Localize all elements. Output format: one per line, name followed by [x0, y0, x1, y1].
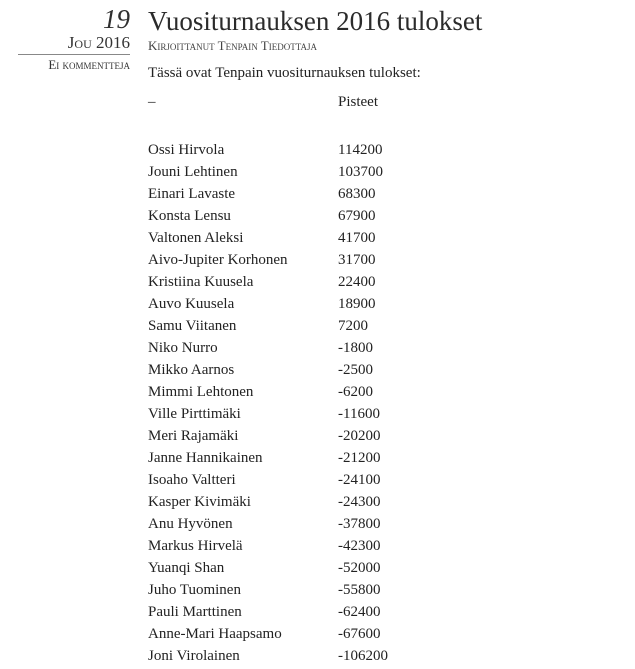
player-name: Auvo Kuusela [148, 296, 235, 312]
player-name: Isoaho Valtteri [148, 472, 236, 488]
table-row [148, 382, 388, 404]
table-row [148, 184, 388, 206]
table-row [148, 140, 388, 162]
player-score: 67900 [338, 208, 376, 224]
post-author: Kirjoittanut Tenpain Tiedottaja [148, 38, 318, 53]
table-row [148, 250, 388, 272]
player-name: Einari Lavaste [148, 186, 236, 202]
player-score: -62400 [338, 604, 381, 620]
table-row [148, 316, 388, 338]
header-score: Pisteet [338, 94, 378, 110]
player-name: Ossi Hirvola [148, 142, 225, 158]
player-name: Mikko Aarnos [148, 362, 235, 378]
player-score: -67600 [338, 626, 381, 642]
player-score: -106200 [338, 648, 388, 664]
player-name: Jouni Lehtinen [148, 164, 238, 180]
post [148, 6, 628, 668]
player-score: -42300 [338, 538, 381, 554]
player-score: 22400 [338, 274, 376, 290]
table-row [148, 624, 388, 646]
player-name: Yuanqi Shan [148, 560, 225, 576]
player-score: 18900 [338, 296, 376, 312]
player-score: -20200 [338, 428, 381, 444]
player-name: Juho Tuominen [148, 582, 241, 598]
player-name: Valtonen Aleksi [148, 230, 244, 246]
player-name: Konsta Lensu [148, 208, 231, 224]
table-row [148, 162, 388, 184]
player-score: -24100 [338, 472, 381, 488]
player-score: -52000 [338, 560, 381, 576]
table-row [148, 514, 388, 536]
table-row [148, 272, 388, 294]
player-score: -37800 [338, 516, 381, 532]
table-row [148, 206, 388, 228]
table-row [148, 602, 388, 624]
table-row [148, 426, 388, 448]
table-row [148, 228, 388, 250]
table-row [148, 294, 388, 316]
player-name: Samu Viitanen [148, 318, 237, 334]
player-score: 114200 [338, 142, 383, 158]
table-row [148, 360, 388, 382]
results-body [148, 140, 388, 668]
table-row [148, 580, 388, 602]
player-score: 41700 [338, 230, 376, 246]
comments-link[interactable]: Ei kommentteja [48, 57, 130, 72]
player-name: Janne Hannikainen [148, 450, 263, 466]
player-score: -11600 [338, 406, 380, 422]
player-score: 31700 [338, 252, 376, 268]
player-name: Kasper Kivimäki [148, 494, 251, 510]
player-name: Ville Pirttimäki [148, 406, 241, 422]
player-score: -6200 [338, 384, 373, 400]
table-row [148, 492, 388, 514]
player-name: Kristiina Kuusela [148, 274, 254, 290]
results-table [148, 94, 388, 668]
post-intro: Tässä ovat Tenpain vuositurnauksen tulokset: [148, 65, 421, 81]
post-title[interactable]: Vuositurnauksen 2016 tulokset [148, 6, 483, 36]
player-name: Joni Virolainen [148, 648, 240, 664]
post-date-day: 19 [103, 4, 130, 34]
player-name: Mimmi Lehtonen [148, 384, 254, 400]
table-row [148, 404, 388, 426]
player-score: -55800 [338, 582, 381, 598]
player-name: Niko Nurro [148, 340, 218, 356]
post-date [0, 6, 130, 74]
player-name: Pauli Marttinen [148, 604, 242, 620]
player-score: 68300 [338, 186, 376, 202]
player-name: Anu Hyvönen [148, 516, 233, 532]
player-score: -2500 [338, 362, 373, 378]
player-name: Markus Hirvelä [148, 538, 243, 554]
player-score: -24300 [338, 494, 381, 510]
player-score: 103700 [338, 164, 383, 180]
player-name: Aivo-Jupiter Korhonen [148, 252, 288, 268]
table-row [148, 558, 388, 580]
header-name: – [148, 94, 156, 110]
table-row [148, 338, 388, 360]
post-date-month-year: Jou 2016 [18, 33, 130, 55]
player-score: -1800 [338, 340, 373, 356]
table-row [148, 448, 388, 470]
table-row [148, 470, 388, 492]
player-name: Anne-Mari Haapsamo [148, 626, 282, 642]
table-row [148, 536, 388, 558]
player-score: 7200 [338, 318, 368, 334]
table-row [148, 646, 388, 668]
results-header-row [148, 94, 388, 118]
player-name: Meri Rajamäki [148, 428, 239, 444]
player-score: -21200 [338, 450, 381, 466]
